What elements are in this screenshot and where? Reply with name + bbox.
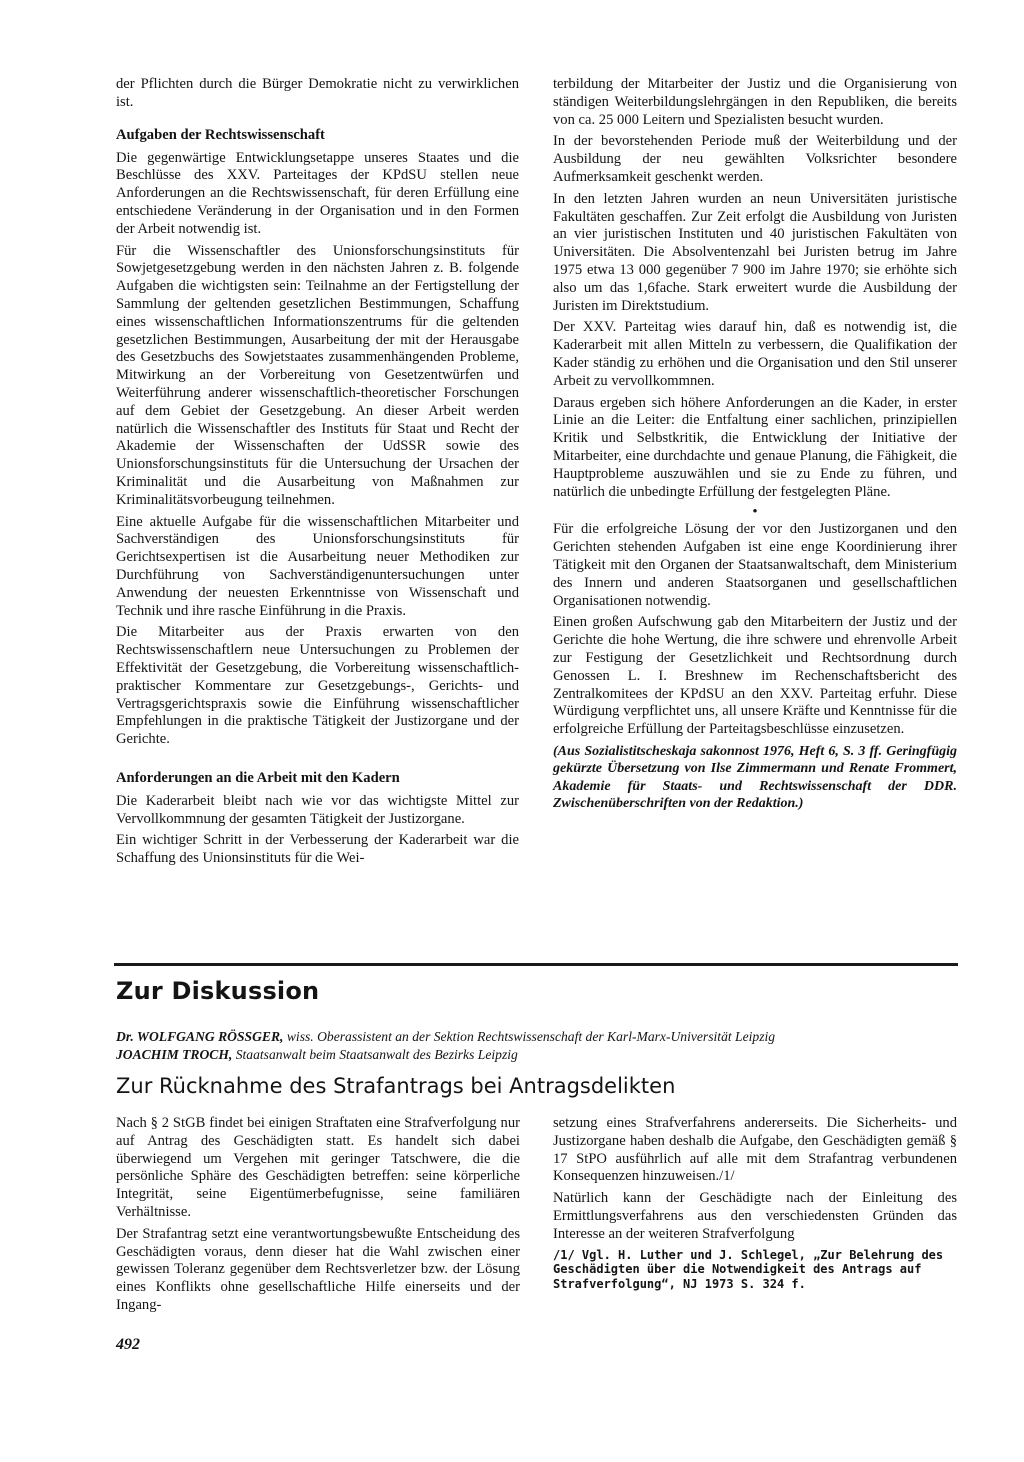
lower-left-column [116,1115,520,1319]
section-divider-dot: • [752,504,758,521]
page-number: 492 [116,1336,140,1353]
author-1 [116,1028,966,1046]
author-2-name: JOACHIM TROCH, [116,1047,233,1062]
paragraph: setzung eines Strafverfahrens andererseits. Die Sicherheits- und Justizorgane haben deshalb die Aufgabe, den Geschädigten gemäß § 17 StPO ausführlich auf alle mit dem Strafantrag verbundenen Konsequenzen hinzuweisen./1/ [553,1115,957,1185]
author-2 [116,1046,966,1064]
heading-rechtswissenschaft: Aufgaben der Rechtswissenschaft [116,126,325,143]
intro-paragraph: der Pflichten durch die Bürger Demokratie nicht zu verwirklichen ist. [116,76,519,110]
paragraph: Der Strafantrag setzt eine verantwortungsbewußte Entscheidung des Geschädigten voraus, denn dieser hat die Wahl zwischen einer gewissen Toleranz gegenüber dem Rechtsverletzer bzw. der Lösung eines Konflikts ohne gesellschaftliche Hilfe einerseits und der Ingang- [116,1225,520,1313]
paragraph: In der bevorstehenden Periode muß der Weiterbildung und der Ausbildung der neu gewählten Volksrichter besondere Aufmerksamkeit geschenkt werden. [553,133,957,185]
author-2-role: Staatsanwalt beim Staatsanwalt des Bezirks Leipzig [235,1047,518,1062]
author-byline [116,1028,966,1064]
source-note: (Aus Sozialistitscheskaja sakonnost 1976, Heft 6, S. 3 ff. Geringfügig gekürzte Übersetzung von Ilse Zimmermann und Renate Frommert, Akademie für Staats- und Rechtswissenschaft der DDR. Zwischenüberschriften von der Redaktion.) [553,743,957,812]
paragraph: In den letzten Jahren wurden an neun Universitäten juristische Fakultäten geschaffen. Zur Zeit erfolgt die Ausbildung von Juristen an vier juristischen Instituten und 40 juristischen Fakultäten von Universitäten. Die Absolventenzahl bei Juristen betrug im Jahre 1975 etwa 13 000 gegenüber 7 900 im Jahre 1970; sie erhöhte sich also um das 1,6fache. Stark erweitert wurde die Ausbildung der Juristen im Direktstudium. [553,190,957,314]
lower-right-column [553,1115,957,1296]
upper-right-column [553,76,957,817]
paragraph: terbildung der Mitarbeiter der Justiz und die Organisierung von ständigen Weiterbildungslehrgängen in den Republiken, die bereits von ca. 25 000 Leitern und Spezialisten besucht wurden. [553,76,957,128]
upper-left-column [116,76,519,872]
paragraph: Nach § 2 StGB findet bei einigen Straftaten eine Strafverfolgung nur auf Antrag des Geschädigten statt. Es handelt sich dabei überwiegend um Vergehen mit geringer Tatschwere, die die persönliche Sphäre des Geschädigten betreffen: seine körperliche Integrität, seine Eigentümerbefugnisse, seine familiären Verhältnisse. [116,1115,520,1220]
paragraph: Die Kaderarbeit bleibt nach wie vor das wichtigste Mittel zur Vervollkommnung der gesamten Tätigkeit der Justizorgane. [116,792,519,827]
paragraph: Ein wichtiger Schritt in der Verbesserung der Kaderarbeit war die Schaffung des Unionsinstituts für die Wei- [116,832,519,867]
paragraph: Eine aktuelle Aufgabe für die wissenschaftlichen Mitarbeiter und Sachverständigen des Unionsforschungsinstituts für Gerichtsexpertisen ist die Ausarbeitung neuer Methodiken zur Durchführung von Sachverständigenuntersuchungen unter Anwendung der neuesten Erkenntnisse von Wissenschaft und Technik und ihre rasche Einführung in die Praxis. [116,513,519,619]
paragraph: Die gegenwärtige Entwicklungsetappe unseres Staates und die Beschlüsse des XXV. Parteitages der KPdSU stellen neue Anforderungen an die Rechtswissenschaft, für deren Erfüllung eine entschiedene Veränderung in der Organisation und in den Formen der Arbeit notwendig ist. [116,149,519,237]
paragraph: Die Mitarbeiter aus der Praxis erwarten von den Rechtswissenschaftlern neue Untersuchungen zu Problemen der Effektivität der Gesetzgebung, die Vorbereitung wissenschaftlich-praktischer Kommentare zur Gesetzgebungs-, Gerichts- und Vertragsgerichtspraxis sowie die Einführung wissenschaftlicher Empfehlungen in die praktische Tätigkeit der Justizorgane und der Gerichte. [116,624,519,748]
paragraph: Natürlich kann der Geschädigte nach der Einleitung des Ermittlungsverfahrens aus den verschiedensten Gründen das Interesse an der weiteren Strafverfolgung [553,1190,957,1242]
author-1-role: wiss. Oberassistent an der Sektion Rechtswissenschaft der Karl-Marx-Universität Leipzig [286,1029,776,1044]
paragraph: Der XXV. Parteitag wies darauf hin, daß es notwendig ist, die Kaderarbeit mit allen Mitteln zu verbessern, die Qualifikation der Kader ständig zu erhöhen und die Organisation und den Stil unserer Arbeit zu vervollkommnen. [553,319,957,389]
heading-kaderarbeit: Anforderungen an die Arbeit mit den Kadern [116,769,400,786]
paragraph: Für die erfolgreiche Lösung der vor den Justizorganen und den Gerichten stehenden Aufgaben ist eine enge Koordinierung ihrer Tätigkeit mit den Organen der Staatsanwaltschaft, dem Ministerium des Innern und anderen Staatsorganen und gesellschaftlichen Organisationen notwendig. [553,521,957,609]
article-title: Zur Rücknahme des Strafantrags bei Antragsdelikten [116,1074,676,1098]
footnote: /1/ Vgl. H. Luther und J. Schlegel, „Zur Belehrung des Geschädigten über die Notwendigkeit des Antrags auf Strafverfolgung“, NJ 1973 S. 324 f. [553,1247,944,1292]
paragraph: Daraus ergeben sich höhere Anforderungen an die Kader, in erster Linie an die Leiter: die Entfaltung einer sachlichen, prinzipiellen Kritik und Selbstkritik, die Entwicklung der Initiative der Mitarbeiter, eine durchdachte und genaue Planung, die Fähigkeit, die Hauptprobleme auszuwählen und sie zu Ende zu führen, und natürlich die unbedingte Erfüllung der festgelegten Pläne. [553,394,957,500]
author-1-name: Dr. WOLFGANG RÖSSGER, [116,1029,284,1044]
paragraph: Für die Wissenschaftler des Unionsforschungsinstituts für Sowjetgesetzgebung werden in den nächsten Jahren z. B. folgende Aufgaben die wichtigsten sein: Teilnahme an der Fertigstellung der Sammlung der geltenden gesetzlichen Bestimmungen, Schaffung eines wissenschaftlichen Informationszentrums für die geltenden gesetzlichen Bestimmungen, Ausarbeitung der mit der Herausgabe des Gesetzbuchs des Sowjetstaates zusammenhängenden Probleme, Mitwirkung an der Vorbereitung von Gesetzentwürfen und Weiterführung anderer wissenschaftlich-theoretischer Forschungen auf dem Gebiet der Gesetzgebung. An dieser Arbeit werden natürlich die Wissenschaftler des Instituts für Staat und Recht der Akademie der Wissenschaften der UdSSR sowie des Unionsforschungsinstituts für die Untersuchung der Ursachen der Kriminalität und die Ausarbeitung von Maßnahmen zur Kriminalitätsvorbeugung teilnehmen. [116,242,519,508]
section-rule [114,963,958,966]
paragraph: Einen großen Aufschwung gab den Mitarbeitern der Justiz und der Gerichte die hohe Wertung, die ihre schwere und ehrenvolle Arbeit zur Festigung der Gesetzlichkeit und Rechtsordnung durch Genossen L. I. Breshnew im Rechenschaftsbericht des Zentralkomitees der KPdSU an den XXV. Parteitag erfuhr. Diese Würdigung verpflichtet uns, all unsere Kräfte und Kenntnisse für die erfolgreiche Erfüllung der Parteitagsbeschlüsse einzusetzen. [553,614,957,738]
section-title: Zur Diskussion [116,977,320,1005]
